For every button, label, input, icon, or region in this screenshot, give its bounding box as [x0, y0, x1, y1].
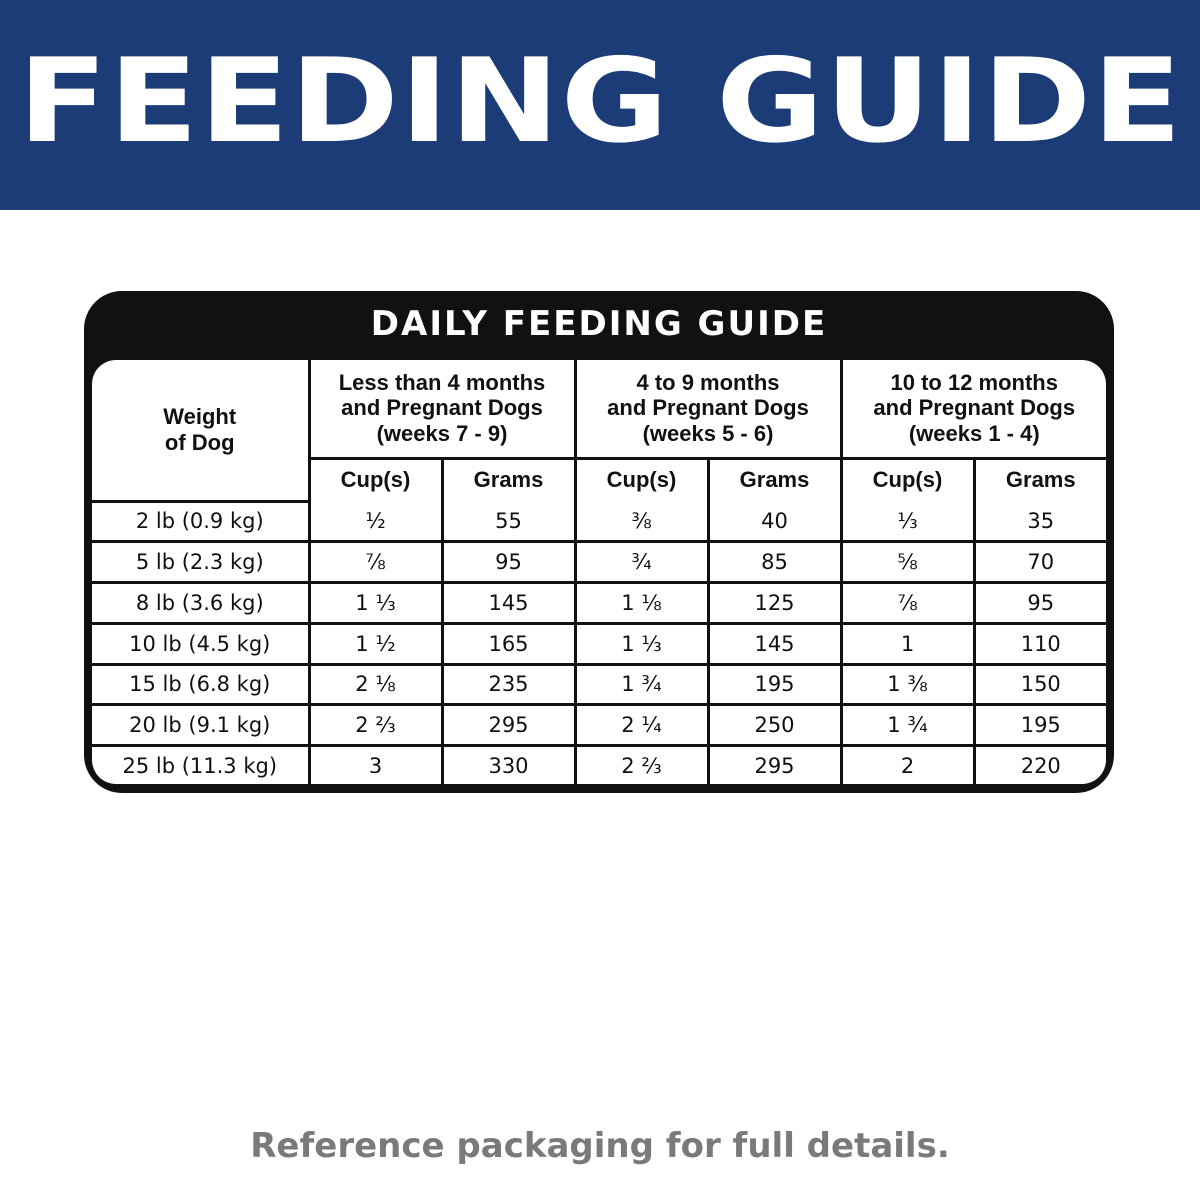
grams-cell: 150	[974, 664, 1106, 705]
feeding-guide-panel	[84, 291, 1114, 793]
cups-cell: ⅞	[841, 583, 974, 624]
footer-note: Reference packaging for full details.	[250, 1126, 950, 1166]
cups-cell: 2 ¼	[575, 705, 708, 746]
table-row	[92, 623, 1106, 664]
grams-cell: 250	[708, 705, 841, 746]
age-group-header	[841, 360, 1106, 458]
grams-cell: 295	[442, 705, 575, 746]
cups-cell: 1 ½	[309, 623, 442, 664]
grams-cell: 165	[442, 623, 575, 664]
grams-header: Grams	[708, 458, 841, 501]
grams-cell: 220	[974, 746, 1106, 785]
age-group-line: and Pregnant Dogs	[341, 395, 543, 421]
table-row	[92, 746, 1106, 785]
cups-cell: ⅓	[841, 501, 974, 542]
cups-cell: 1 ⅓	[575, 623, 708, 664]
age-group-line: 10 to 12 months	[890, 369, 1058, 395]
grams-cell: 195	[708, 664, 841, 705]
grams-cell: 95	[974, 583, 1106, 624]
grams-cell: 195	[974, 705, 1106, 746]
cups-cell: 2 ⅔	[575, 746, 708, 785]
cups-cell: 2 ⅔	[309, 705, 442, 746]
table-row	[92, 583, 1106, 624]
cups-cell: 2 ⅛	[309, 664, 442, 705]
age-group-line: (weeks 5 - 6)	[642, 421, 774, 447]
cups-header: Cup(s)	[309, 458, 442, 501]
grams-cell: 235	[442, 664, 575, 705]
table-row	[92, 664, 1106, 705]
page-title: FEEDING GUIDE	[17, 33, 1183, 169]
age-group-line: (weeks 7 - 9)	[376, 421, 508, 447]
weight-cell: 8 lb (3.6 kg)	[92, 583, 309, 624]
cups-cell: ¾	[575, 542, 708, 583]
cups-cell: ⅜	[575, 501, 708, 542]
age-group-line: Less than 4 months	[338, 369, 546, 395]
weight-cell: 10 lb (4.5 kg)	[92, 623, 309, 664]
grams-cell: 35	[974, 501, 1106, 542]
feeding-table	[92, 360, 1106, 784]
age-group-line: and Pregnant Dogs	[607, 395, 809, 421]
grams-cell: 125	[708, 583, 841, 624]
grams-cell: 295	[708, 746, 841, 785]
weight-header	[92, 360, 309, 501]
cups-cell: 1 ¾	[841, 705, 974, 746]
grams-header: Grams	[974, 458, 1106, 501]
group-header-row	[92, 360, 1106, 458]
weight-header-line: Weight	[163, 404, 237, 430]
weight-cell: 5 lb (2.3 kg)	[92, 542, 309, 583]
grams-cell: 40	[708, 501, 841, 542]
weight-cell: 25 lb (11.3 kg)	[92, 746, 309, 785]
table-row	[92, 705, 1106, 746]
cups-cell: 1 ⅜	[841, 664, 974, 705]
cups-cell: ½	[309, 501, 442, 542]
cups-cell: 1 ⅓	[309, 583, 442, 624]
grams-cell: 55	[442, 501, 575, 542]
grams-cell: 145	[442, 583, 575, 624]
table-row	[92, 501, 1106, 542]
cups-header: Cup(s)	[841, 458, 974, 501]
cups-cell: 1 ⅛	[575, 583, 708, 624]
grams-cell: 85	[708, 542, 841, 583]
age-group-line: and Pregnant Dogs	[873, 395, 1076, 421]
grams-cell: 110	[974, 623, 1106, 664]
cups-cell: 1 ¾	[575, 664, 708, 705]
age-group-header	[309, 360, 575, 458]
age-group-line: (weeks 1 - 4)	[908, 421, 1040, 447]
grams-cell: 330	[442, 746, 575, 785]
cups-header: Cup(s)	[575, 458, 708, 501]
weight-cell: 20 lb (9.1 kg)	[92, 705, 309, 746]
grams-cell: 145	[708, 623, 841, 664]
table-row	[92, 542, 1106, 583]
cups-cell: 1	[841, 623, 974, 664]
grams-cell: 70	[974, 542, 1106, 583]
weight-cell: 15 lb (6.8 kg)	[92, 664, 309, 705]
feeding-table-wrapper	[92, 360, 1106, 784]
weight-cell: 2 lb (0.9 kg)	[92, 501, 309, 542]
age-group-header	[575, 360, 841, 458]
age-group-line: 4 to 9 months	[636, 369, 780, 395]
cups-cell: 2	[841, 746, 974, 785]
weight-header-line: of Dog	[164, 429, 235, 455]
grams-cell: 95	[442, 542, 575, 583]
grams-header: Grams	[442, 458, 575, 501]
guide-title: DAILY FEEDING GUIDE	[370, 304, 828, 344]
header-banner	[0, 0, 1200, 210]
cups-cell: ⅝	[841, 542, 974, 583]
cups-cell: 3	[309, 746, 442, 785]
cups-cell: ⅞	[309, 542, 442, 583]
